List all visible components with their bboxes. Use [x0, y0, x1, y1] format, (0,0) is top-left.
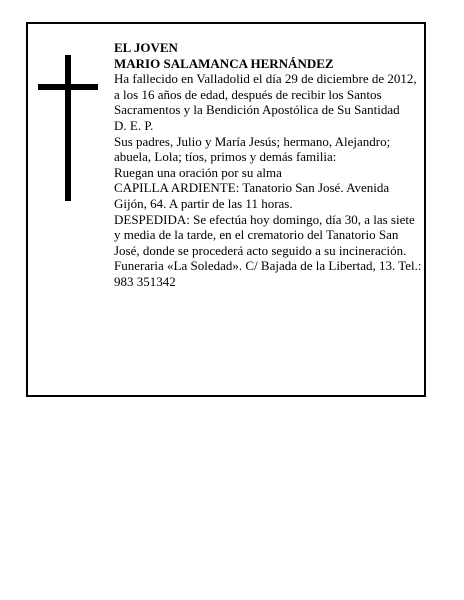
funeral-home-info: Funeraria «La Soledad». C/ Bajada de la Libertad, 13. Tel.: 983 351342 — [114, 258, 422, 289]
rest-in-peace: D. E. P. — [114, 117, 154, 133]
obituary-notice — [26, 22, 426, 397]
death-announcement: Ha fallecido en Valladolid el día 29 de diciembre de 2012, a los 16 años de edad, después de recibir los Santos Sacramentos y la Bendición Apostólica de Su Santidad — [114, 71, 417, 118]
obituary-text — [114, 40, 422, 290]
cross-horizontal-bar — [38, 84, 98, 90]
family-list: Sus padres, Julio y María Jesús; hermano, Alejandro; abuela, Lola; tíos, primos y demás familia: — [114, 133, 391, 165]
farewell-info: DESPEDIDA: Se efectúa hoy domingo, día 30, a las siete y media de la tarde, en el crematorio del Tanatorio San José, donde se procederá acto seguido a su incineración. — [114, 211, 415, 258]
chapel-info: CAPILLA ARDIENTE: Tanatorio San José. Avenida Gijón, 64. A partir de las 11 horas. — [114, 180, 390, 211]
prayer-request: Ruegan una oración por su alma — [114, 164, 282, 180]
deceased-name: MARIO SALAMANCA HERNÁNDEZ — [114, 55, 334, 71]
deceased-prefix: EL JOVEN — [114, 40, 178, 55]
cross-vertical-bar — [65, 55, 71, 201]
cross-icon — [38, 55, 98, 201]
